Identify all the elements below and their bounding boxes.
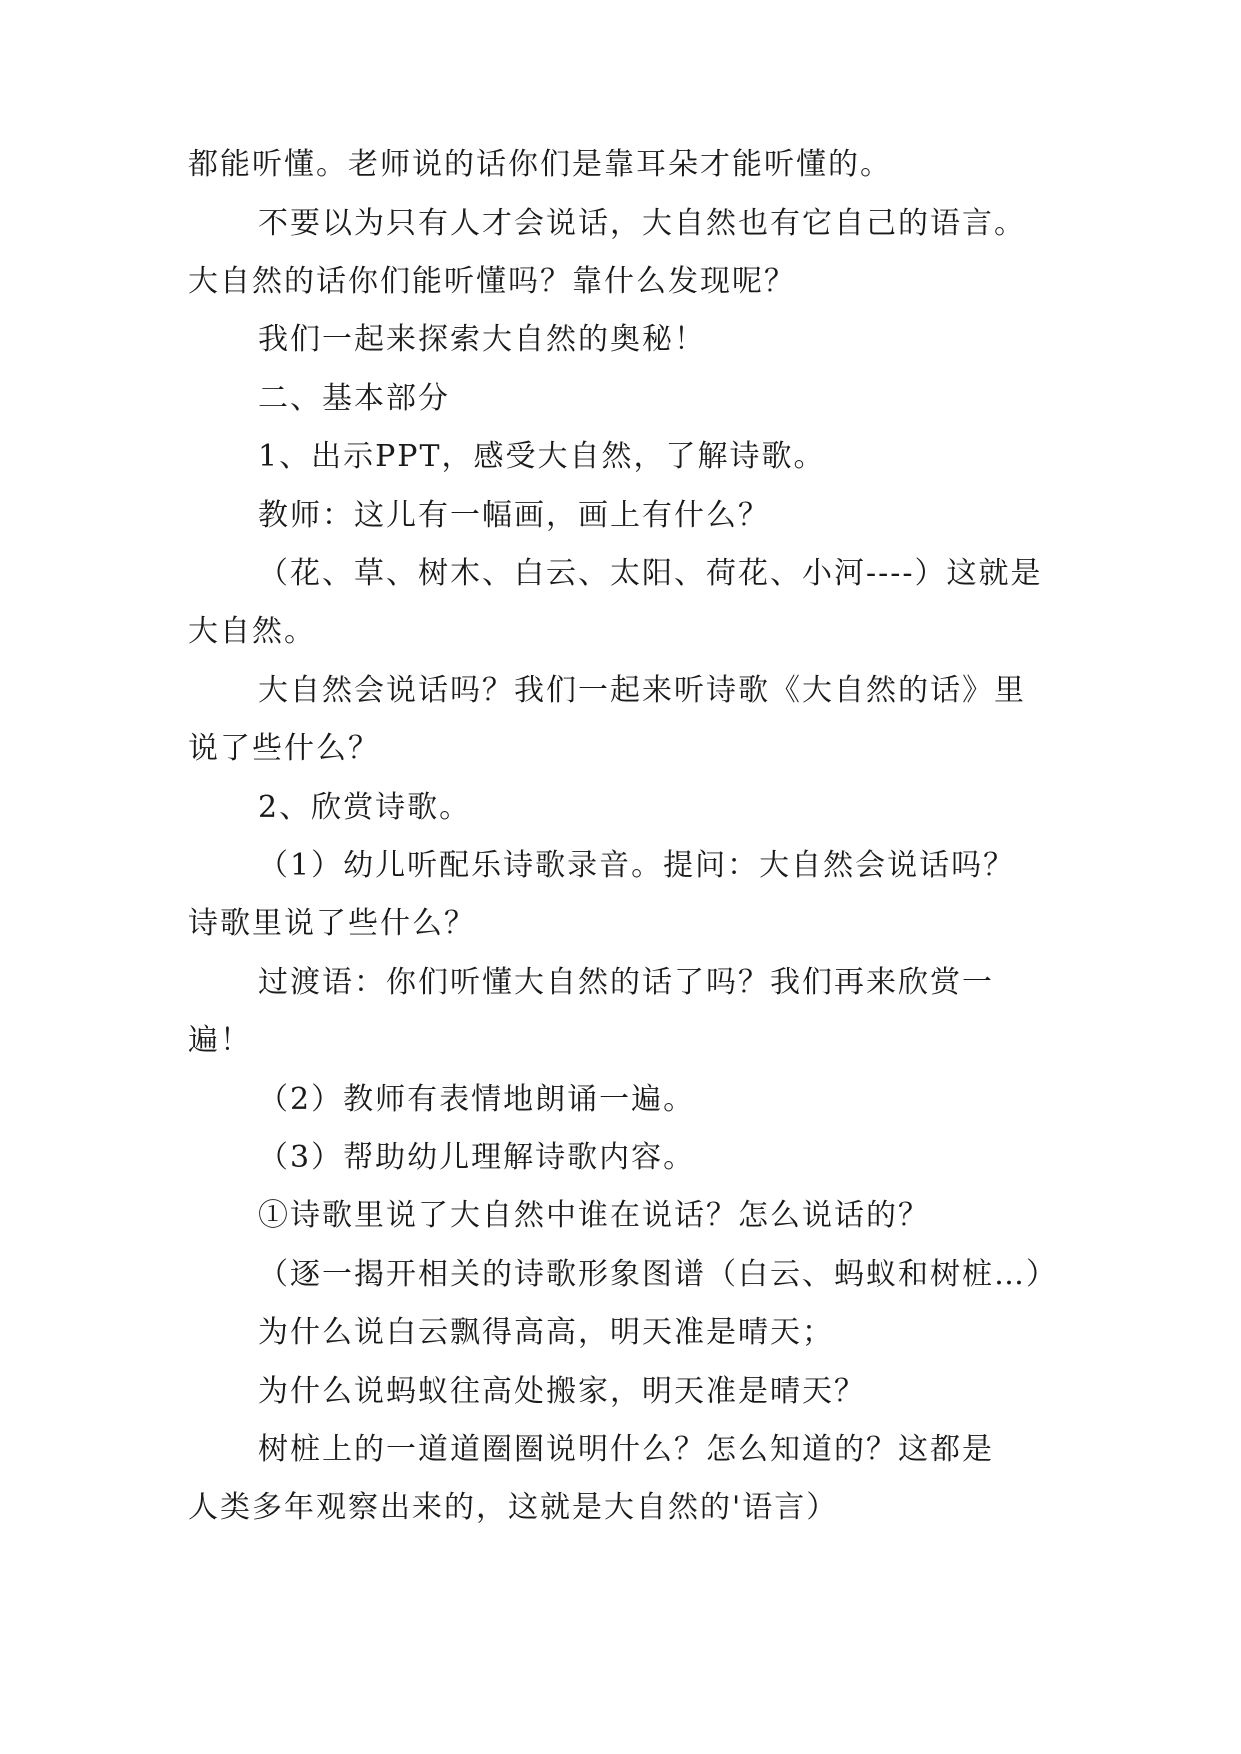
text-line: （花、草、树木、白云、太阳、荷花、小河----）这就是 <box>258 556 1043 591</box>
text-line: 1、出示PPT，感受大自然，了解诗歌。 <box>258 439 826 474</box>
text-line: 都能听懂。老师说的话你们是靠耳朵才能听懂的。 <box>188 147 892 182</box>
text-line: 我们一起来探索大自然的奥秘！ <box>258 322 706 357</box>
text-line: 诗歌里说了些什么？ <box>188 906 476 941</box>
section-heading: 二、基本部分 <box>258 381 450 416</box>
text-line: 大自然会说话吗？我们一起来听诗歌《大自然的话》里 <box>258 673 1026 708</box>
text-line: 为什么说白云飘得高高，明天准是晴天； <box>258 1315 834 1350</box>
text-line: 2、欣赏诗歌。 <box>258 790 472 825</box>
text-line: 为什么说蚂蚁往高处搬家，明天准是晴天？ <box>258 1374 866 1409</box>
text-line: （2）教师有表情地朗诵一遍。 <box>258 1082 696 1117</box>
text-line: 大自然。 <box>188 614 316 649</box>
text-line: （1）幼儿听配乐诗歌录音。提问：大自然会说话吗？ <box>258 848 1016 883</box>
text-line: 教师：这儿有一幅画，画上有什么？ <box>258 498 770 533</box>
text-line: 不要以为只有人才会说话，大自然也有它自己的语言。 <box>258 206 1026 241</box>
text-line: 树桩上的一道道圈圈说明什么？怎么知道的？这都是 <box>258 1432 994 1467</box>
text-line: 过渡语：你们听懂大自然的话了吗？我们再来欣赏一 <box>258 965 994 1000</box>
text-line: 遍！ <box>188 1023 252 1058</box>
text-line: 大自然的话你们能听懂吗？靠什么发现呢？ <box>188 264 796 299</box>
text-line: ①诗歌里说了大自然中谁在说话？怎么说话的？ <box>258 1198 930 1233</box>
text-line: （逐一揭开相关的诗歌形象图谱（白云、蚂蚁和树桩…） <box>258 1257 1058 1292</box>
text-line: （3）帮助幼儿理解诗歌内容。 <box>258 1140 696 1175</box>
text-line: 说了些什么？ <box>188 731 380 766</box>
text-line: 人类多年观察出来的，这就是大自然的'语言） <box>188 1490 839 1525</box>
